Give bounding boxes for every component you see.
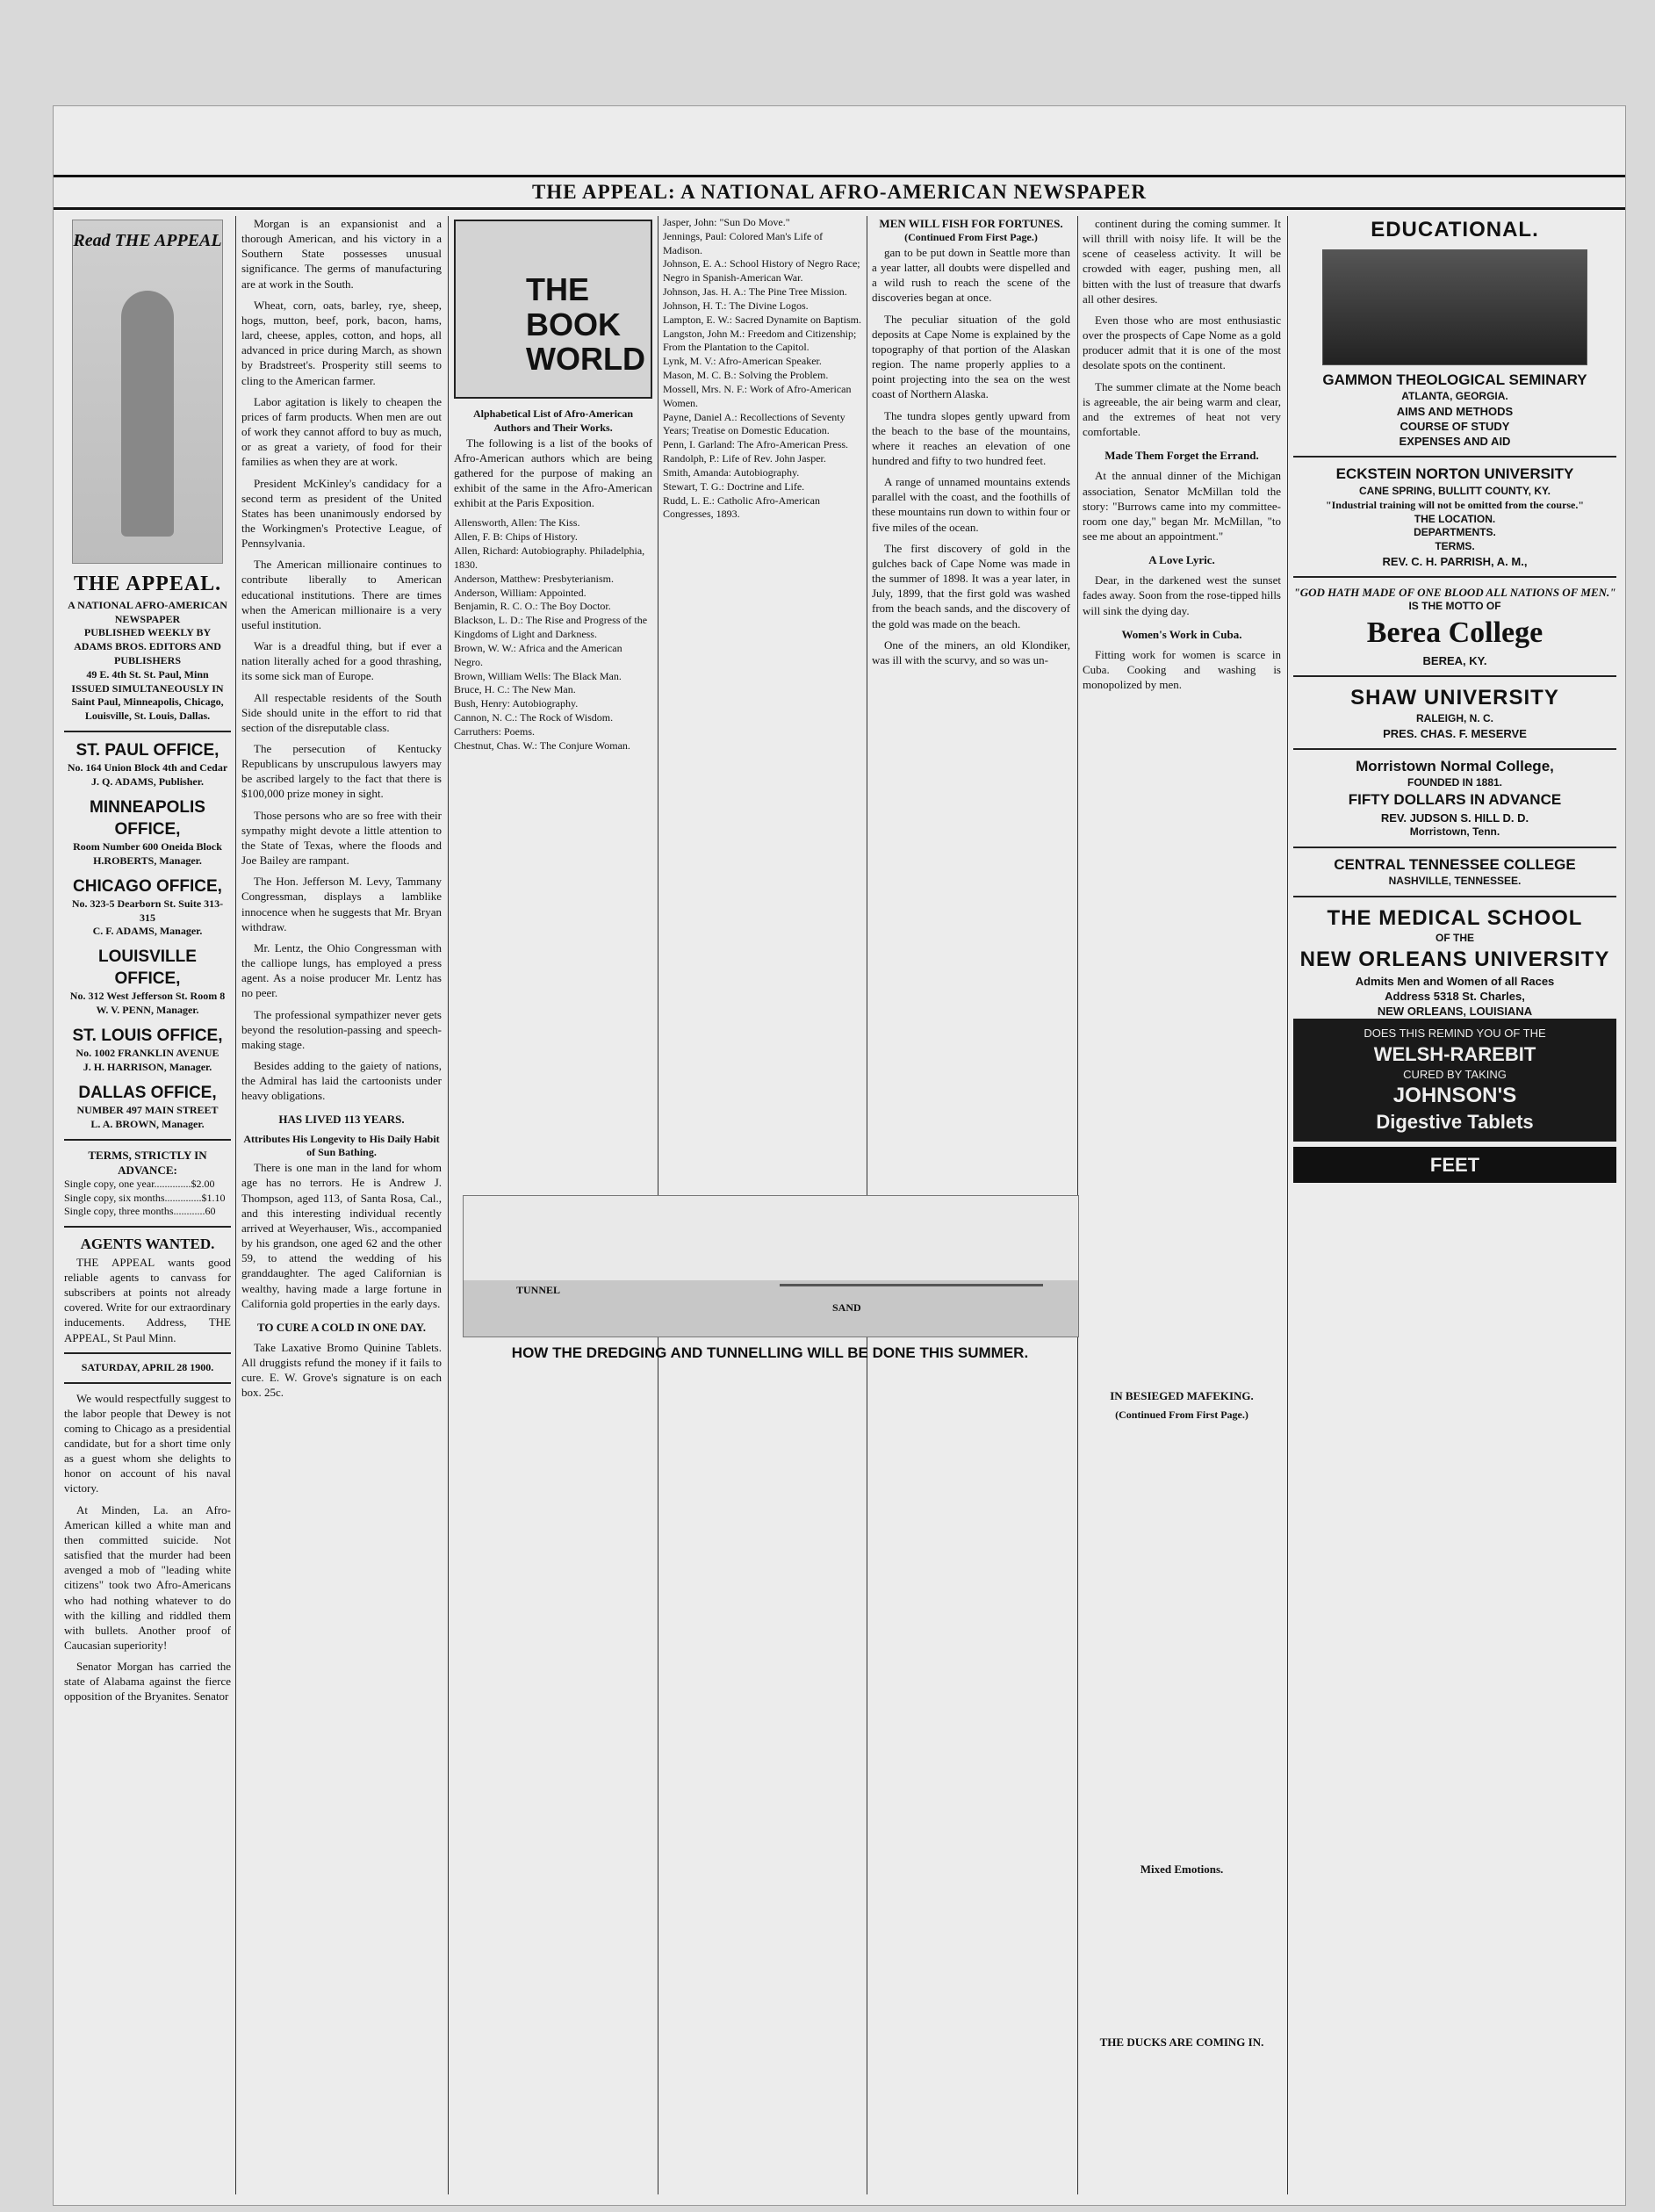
office-address: Room Number 600 Oneida Block [73,840,222,854]
article-paragraph: A range of unnamed mountains extends parallel with the coast, and the foothills of these mountains run down to within four or five miles of the ocean. [872,475,1070,534]
office-block [64,796,231,868]
office-address: No. 312 West Jefferson St. Room 8 [69,990,226,1003]
ad-title: NEW ORLEANS UNIVERSITY [1299,947,1610,972]
ad-location: ATLANTA, GEORGIA. [1401,390,1508,403]
paper-subtitle: A NATIONAL AFRO-AMERICAN NEWSPAPER [68,598,227,625]
article-paragraph: The tundra slopes gently upward from the beach to the base of the mountains, where it reaches an elevation of one hundred and fifty to two hundred feet. [872,408,1070,468]
issue-date: SATURDAY, APRIL 28 1900. [81,1360,214,1373]
poem-text: Dear, in the darkened west the sunset fades away. Soon from the rose-tipped hills will sink the dying day. [1083,573,1281,617]
editorial-paragraph: Wheat, corn, oats, barley, rye, sheep, hogs, mutton, beef, pork, bacon, hams, lard, cheese, apples, cotton, and hops, all advanced in price during March, as shown by Bradstreet's. Prosperity still seems to cling to the American farmer. [241,298,442,387]
divider [64,1382,231,1384]
list-item: Anderson, Matthew: Presbyterianism. [454,572,614,585]
story-subheading: Attributes His Longevity to His Daily Habit of Sun Bathing. [243,1132,440,1159]
terms-line: Single copy, six months..............$1.10 [64,1191,226,1204]
list-item: Rudd, L. E.: Catholic Afro-American Congresses, 1893. [663,494,820,521]
editorial-paragraph: Labor agitation is likely to cheapen the prices of farm products. When men are out of work they cannot afford to buy as much, or as great a variety, of food for their families as when they are at work. [241,394,442,469]
editorial-paragraph: The American millionaire continues to contribute liberally to American educational institutions. There are times when the American millionaire is a very useful institution. [241,558,442,631]
poem-heading: A Love Lyric. [1148,553,1215,567]
ad-subheading: FOUNDED IN 1881. [1407,776,1503,789]
office-name: DALLAS OFFICE, [78,1083,217,1102]
ad-heading: TO CURE A COLD IN ONE DAY. [256,1320,427,1334]
ad-location: Morristown, Tenn. [1409,825,1500,838]
editorial-paragraph: Morgan is an expansionist and a thorough American, and his victory in a Southern State possesses unusual significance. The germs of manufacturing are at work in the South. [241,217,442,291]
ad-title: Morristown Normal College, [1356,757,1554,775]
rarebit-ad [1293,1019,1616,1142]
divider [1293,456,1616,458]
ad-location: RALEIGH, N. C. [1415,711,1493,724]
ad-contact: PRES. CHAS. F. MESERVE [1383,726,1527,740]
ad-line: CURED BY TAKING [1403,1067,1507,1081]
column-7-ads [1293,216,1616,2194]
list-item: Jennings, Paul: Colored Man's Life of Madison. [663,229,824,256]
list-intro: The following is a list of the books of Afro-American authors which are being gathered for the purpose of making an exhibit of the same in the Afro-American exhibit at the Paris Exposition. [454,436,652,510]
ad-address: Address 5318 St. Charles, [1385,990,1525,1004]
editorial-paragraph: Those persons who are so free with their sympathy might devote a little attention to the State of Texas, where the floods and Joe Bailey are rampant. [241,808,442,868]
publisher-address: 49 E. 4th St. St. Paul, Minn [86,667,209,681]
article-heading: MEN WILL FISH FOR FORTUNES. [879,217,1063,230]
list-item: Lampton, E. W.: Sacred Dynamite on Baptism. [663,313,861,326]
ad-subheading: COURSE OF STUDY [1400,420,1510,434]
editorial-paragraph: The persecution of Kentucky Republicans by unscrupulous lawyers may be ascribed largely to the fact that there is $100,000 prize money in sight. [241,742,442,801]
list-item: Randolph, P.: Life of Rev. John Jasper. [663,452,826,465]
article-paragraph: Fitting work for women is scarce in Cuba. Cooking and washing is monopolized by men. [1083,647,1281,692]
editorial-paragraph: We would respectfully suggest to the labor people that Dewey is not coming to Chicago as a presidential candidate, but for a short time only as a guest whom she delights to honor on account of his naval victory. [64,1391,231,1495]
article-paragraph: The peculiar situation of the gold deposits at Cape Nome is explained by the topography of that portion of the Alaskan region. The name properly applies to a point projecting into the sea on the west coast of Northern Alaska. [872,312,1070,401]
list-item: Smith, Amanda: Autobiography. [663,465,800,479]
article-paragraph: continent during the coming summer. It will thrill with noisy life. It will be the scene of ceaseless activity. It will be crowded with eager, pushing men, all bitten with the lust of treasure that dwarfs all other desires. [1083,217,1281,306]
list-item: Benjamin, R. C. O.: The Boy Doctor. [454,600,611,613]
ad-title: CENTRAL TENNESSEE COLLEGE [1334,855,1576,873]
article-continued: (Continued From First Page.) [904,231,1038,244]
published-by: PUBLISHED WEEKLY BY [83,626,212,639]
office-block [64,1025,231,1075]
dredging-illustration [463,1195,1079,1337]
ad-subheading: DEPARTMENTS. [1414,526,1496,539]
article-paragraph: At the annual dinner of the Michigan association, Senator McMillan told the story: "Burrows came into my committee-room one day," began Mr. McMillan, "to see me about an appointment." [1083,469,1281,543]
article-paragraph: Even those who are most enthusiastic over the prospects of Cape Nome as a gold producer admit that it is one of the most desolate spots on the continent. [1083,313,1281,372]
list-item: Langston, John M.: Freedom and Citizenship; From the Plantation to the Capitol. [663,327,857,354]
editorial-paragraph: War is a dreadful thing, but if ever a nation literally ached for a good thrashing, its some sick man of Europe. [241,639,442,683]
ad-location: BEREA, KY. [1422,654,1487,667]
list-item: Brown, William Wells: The Black Man. [454,669,622,682]
editorial-paragraph: Senator Morgan has carried the state of Alabama against the fierce opposition of the Bryanites. Senator [64,1660,231,1704]
list-item: Jasper, John: "Sun Do Move." [663,216,790,228]
office-manager: J. H. HARRISON, Manager. [83,1060,212,1073]
illustration-label: Read THE APPEAL [73,231,222,250]
office-address: No. 164 Union Block 4th and Cedar [67,761,228,775]
seminary-building-image [1322,249,1587,365]
editorial-paragraph: At Minden, La. an Afro-American killed a white man and then committed suicide. Not satisfied that the murder had been avenged a mob of "leading white citizens" took two Afro-Americans who had nothing whatever to do with the killing and riddled them with bullets. Another proof of Caucasian superiority! [64,1502,231,1653]
list-heading: Alphabetical List of Afro-American Authors and Their Works. [472,407,634,434]
ad-text: Take Laxative Bromo Quinine Tablets. All druggists refund the money if it fails to cure. E. W. Grove's signature is on each box. 25c. [241,1340,442,1400]
illustration-caption: HOW THE DREDGING AND TUNNELLING WILL BE DONE THIS SUMMER. [511,1344,1029,1361]
article-paragraph: The summer climate at the Nome beach is agreeable, the air being warm and clear, and the extremes of heat not very comfortable. [1083,379,1281,439]
list-item: Stewart, T. G.: Doctrine and Life. [663,479,805,493]
article-paragraph: One of the miners, an old Klondiker, was ill with the scurvy, and so was un- [872,638,1070,666]
list-item: Cannon, N. C.: The Rock of Wisdom. [454,711,614,724]
list-item: Bush, Henry: Autobiography. [454,697,579,710]
issued-cities: Saint Paul, Minneapolis, Chicago, Louisville, St. Louis, Dallas. [71,695,224,723]
ad-line: DOES THIS REMIND YOU OF THE [1364,1027,1546,1041]
paper-title: THE APPEAL. [73,573,222,595]
office-block [64,875,231,940]
article-paragraph: The first discovery of gold in the gulches back of Cape Nome was made in the summer of 1898. It was a year later, in July, 1899, that the first gold was washed from the beach sands, and the discovery of the gold was made on the beach. [872,541,1070,630]
list-item: Allen, F. B: Chips of History. [454,530,578,544]
ad-location: NEW ORLEANS, LOUISIANA [1377,1005,1533,1019]
list-item: Johnson, Jas. H. A.: The Pine Tree Mission. [663,285,847,299]
office-manager: J. Q. ADAMS, Publisher. [91,775,204,789]
ad-title-connector: OF THE [1436,932,1474,945]
feet-ad: FEET [1293,1147,1616,1183]
office-address: NUMBER 497 MAIN STREET [76,1103,219,1116]
ad-subheading: IS THE MOTTO OF [1408,600,1501,613]
ships-illustration [780,1214,1043,1286]
editorial-paragraph: Mr. Lentz, the Ohio Congressman with the calliope lungs, has employed a press agent. As a noise producer Mr. Lentz has no peer. [241,940,442,1000]
editorial-paragraph: President McKinley's candidacy for a second term as president of the United States has been unanimously endorsed by the Workingmen's Protective League, of Pennsylvania. [241,476,442,551]
ad-subheading: THE LOCATION. [1414,512,1496,525]
divider [1293,748,1616,750]
column-rule [448,216,449,2194]
sand-label: SAND [832,1301,861,1314]
column-rule [1287,216,1288,2194]
editorial-paragraph: Besides adding to the gaiety of nations, the Admiral has laid the cartoonists under heavy obligations. [241,1058,442,1103]
ad-contact: REV. C. H. PARRISH, A. M., [1382,554,1528,568]
ad-contact: REV. JUDSON S. HILL D. D. [1380,811,1529,825]
figure-illustration [121,291,174,537]
list-item: Johnson, H. T.: The Divine Logos. [663,299,809,312]
ad-title: Berea College [1366,616,1543,650]
ad-location: NASHVILLE, TENNESSEE. [1388,874,1522,887]
office-name: MINNEAPOLIS OFFICE, [90,797,205,839]
office-manager: C. F. ADAMS, Manager. [92,925,203,938]
ad-subheading: EXPENSES AND AID [1399,435,1511,449]
publishers: ADAMS BROS. EDITORS AND PUBLISHERS [74,640,221,666]
column-1 [64,216,231,2194]
ad-title: ECKSTEIN NORTON UNIVERSITY [1335,465,1574,483]
editorial-paragraph: All respectable residents of the South Side should unite in the effort to rid that section of the disreputable class. [241,690,442,734]
article-heading: Made Them Forget the Errand. [1105,449,1259,463]
divider [1293,847,1616,848]
educational-heading: EDUCATIONAL. [1371,218,1539,241]
book-world-title: THE BOOK WORLD [526,271,645,378]
list-item: Penn, I. Garland: The Afro-American Press. [663,438,849,451]
list-item: Allensworth, Allen: The Kiss. [454,516,580,530]
office-block [64,739,231,789]
terms-line: Single copy, three months............60 [64,1205,216,1218]
agents-text: THE APPEAL wants good reliable agents to canvass for subscribers at points not already covered. Write for our extraordinary inducements. Address, THE APPEAL, St Paul Minn. [64,1255,231,1344]
article-continued: (Continued From First Page.) [1115,1409,1248,1422]
agents-heading: AGENTS WANTED. [80,1236,215,1253]
list-item: Carruthers: Poems. [454,724,535,738]
divider [64,1226,231,1228]
office-name: LOUISVILLE OFFICE, [98,947,197,989]
office-block [64,946,231,1018]
ad-quote: "GOD HATH MADE OF ONE BLOOD ALL NATIONS OF MEN." [1293,586,1616,600]
ad-subheading: AIMS AND METHODS [1396,404,1514,418]
editorial-paragraph: The professional sympathizer never gets beyond the resolution-passing and speech-making stage. [241,1007,442,1051]
office-name: ST. PAUL OFFICE, [76,741,219,760]
story-text: There is one man in the land for whom age has no terrors. He is Andrew J. Thompson, aged 113, of Santa Rosa, Cal., and this interesting individual recently arrived at Weyerhauser, Wis., accompanied by his grandson, one aged 62 and the other 59, to attend the wedding of his granddaughter. The aged Californian is wealthy, having made a large fortune in California gold properties in the early days. [241,1161,442,1310]
list-item: Johnson, E. A.: School History of Negro Race; Negro in Spanish-American War. [663,257,860,285]
list-item: Allen, Richard: Autobiography. Philadelphia, 1830. [454,544,645,571]
article-heading: IN BESIEGED MAFEKING. [1110,1389,1254,1402]
office-manager: L. A. BROWN, Manager. [90,1117,205,1130]
office-manager: H.ROBERTS, Manager. [93,854,202,867]
office-name: CHICAGO OFFICE, [73,876,222,896]
office-block [64,1082,231,1132]
list-item: Blackson, L. D.: The Rise and Progress of the Kingdoms of Light and Darkness. [454,614,648,641]
ad-motto: "Industrial training will not be omitted from the course." [1325,498,1585,511]
ad-title: GAMMON THEOLOGICAL SEMINARY [1322,371,1587,388]
ad-subheading: TERMS. [1435,540,1475,553]
list-item: Payne, Daniel A.: Recollections of Seventy Years; Treatise on Domestic Education. [663,410,845,437]
ad-location: CANE SPRING, BULLITT COUNTY, KY. [1358,484,1551,497]
article-paragraph: gan to be put down in Seattle more than a year latter, all doubts were dispelled and a wild rush to reach the scene of the discoveries began at once. [872,245,1070,305]
ad-title: THE MEDICAL SCHOOL [1327,905,1583,930]
masthead-illustration [72,220,223,564]
newspaper-page [53,105,1626,2206]
office-address: No. 323-5 Dearborn St. Suite 313-315 [71,897,224,924]
story-heading: HAS LIVED 113 YEARS. [278,1113,405,1127]
ad-subheading: Admits Men and Women of all Races [1355,974,1555,988]
divider [1293,675,1616,677]
poem-heading: THE DUCKS ARE COMING IN. [1099,2035,1264,2050]
terms-heading: TERMS, STRICTLY IN ADVANCE: [88,1148,207,1177]
ad-line: JOHNSON'S [1392,1083,1517,1107]
book-world-banner [454,220,652,399]
ad-line: Digestive Tablets [1376,1111,1534,1134]
terms-line: Single copy, one year..............$2.00 [64,1177,215,1190]
masthead: THE APPEAL: A NATIONAL AFRO-AMERICAN NEWSPAPER [54,175,1625,210]
list-item: Chestnut, Chas. W.: The Conjure Woman. [454,739,630,752]
column-6-lower [1083,1380,1281,2055]
ad-line: WELSH-RAREBIT [1373,1042,1536,1065]
ad-price: FIFTY DOLLARS IN ADVANCE [1348,791,1562,809]
list-item: Anderson, William: Appointed. [454,586,586,599]
column-2 [241,216,442,2194]
list-item: Bruce, H. C.: The New Man. [454,683,576,696]
divider [64,731,231,732]
tunnel-label: TUNNEL [516,1284,561,1296]
divider [64,1139,231,1141]
editorial-paragraph: The Hon. Jefferson M. Levy, Tammany Congressman, displays a lamblike innocence when he suggests that Mr. Bryan withdraw. [241,875,442,933]
issued-label: ISSUED SIMULTANEOUSLY IN [71,681,224,695]
office-manager: W. V. PENN, Manager. [96,1004,199,1017]
ad-title: SHAW UNIVERSITY [1350,686,1559,710]
office-address: No. 1002 FRANKLIN AVENUE [76,1047,219,1060]
divider [64,1352,231,1354]
column-rule [235,216,236,2194]
list-item: Brown, W. W.: Africa and the American Negro. [454,641,622,668]
list-item: Lynk, M. V.: Afro-American Speaker. [663,355,822,368]
list-item: Mossell, Mrs. N. F.: Work of Afro-American Women. [663,382,852,409]
divider [1293,576,1616,578]
article-heading: Women's Work in Cuba. [1121,627,1242,641]
divider [1293,896,1616,897]
office-name: ST. LOUIS OFFICE, [72,1027,223,1046]
article-heading: Mixed Emotions. [1140,1862,1224,1876]
list-item: Mason, M. C. B.: Solving the Problem. [663,369,829,382]
